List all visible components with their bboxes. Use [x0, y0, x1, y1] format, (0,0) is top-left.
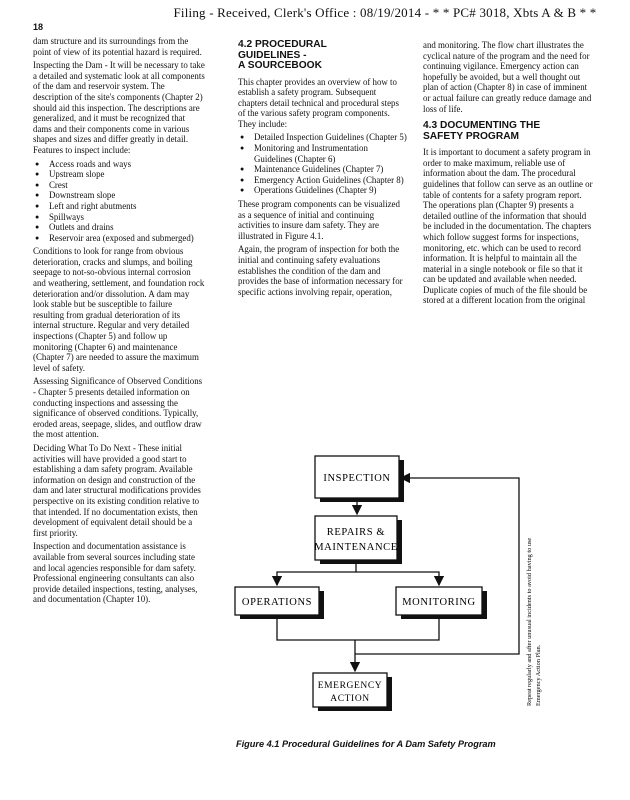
- paragraph: These program components can be visualized as a sequence of initial and continuing activities to insure dam safety. They are illustrated in Figure 4.1.: [238, 199, 400, 241]
- list-item: ● Left and right abutments: [33, 201, 205, 212]
- paragraph: Inspection and documentation assistance is available from several sources including state and local agencies responsible for dam safety. Professional engineering consultants can also provide detailed inspections, testing, analyses, and documentation (Chapter 10).: [33, 541, 198, 605]
- list-item: ● Emergency Action Guidelines (Chapter 8): [238, 175, 408, 186]
- section-heading-4-3: [423, 121, 595, 142]
- features-list: [33, 159, 205, 244]
- column-right: [423, 40, 595, 309]
- flow-diagram: [225, 448, 555, 718]
- list-item: ● Upstream slope: [33, 169, 205, 180]
- repairs-box: [315, 516, 397, 560]
- filing-stamp-header: Filing - Received, Clerk's Office : 08/19/2014 - * * PC# 3018, Xbts A & B * *: [173, 5, 597, 20]
- heading-line: 4.3 DOCUMENTING THE: [423, 120, 541, 132]
- action-label: ACTION: [330, 694, 370, 704]
- section-heading-4-2: [238, 40, 408, 72]
- page-number: 18: [33, 22, 44, 32]
- components-list: [238, 132, 408, 196]
- paragraph: Conditions to look for range from obvious deterioration, cracks and slumps, and boiling seepage to not-so-obvious internal corrosion and weathering, settlement, and foundation rock deterioration and/or dissolution. A dam may look stable but be susceptible to failure resulting from gradual deterioration of its internal structure. Regular and very detailed inspections (Chapter 5) and follow up monitoring (Chapter 6) and maintenance (Chapter 7) are needed to assure the maximum level of safety.: [33, 246, 205, 373]
- paragraph: Deciding What To Do Next - These initial activities will have provided a good start to establishing a dam safety program. Available information on design and construction of the dam and later structural modifications provides perspective on its existing condition relative to that intended. If no documentation exists, then development of equivalent detail should be a first priority.: [33, 442, 201, 538]
- list-item: ● Maintenance Guidelines (Chapter 7): [238, 164, 408, 175]
- list-item: ● Outlets and drains: [33, 222, 205, 233]
- list-item: ● Detailed Inspection Guidelines (Chapter 5): [238, 132, 408, 143]
- maintenance-label: MAINTENANCE: [314, 542, 398, 553]
- repairs-label: REPAIRS &: [326, 527, 386, 538]
- list-item: ● Reservoir area (exposed and submerged): [33, 233, 205, 244]
- column-middle: [238, 40, 408, 300]
- side-note-line2: Emergency Action Plan.: [535, 644, 542, 706]
- side-note-line1: Repeat regularly and after unusual incidents to avoid having to use: [526, 537, 533, 706]
- column-left: [33, 36, 205, 608]
- arrow-feedback-loop: [355, 478, 519, 654]
- paragraph: Assessing Significance of Observed Conditions - Chapter 5 presents detailed information on conducting inspections and assessing the significance of observed conditions. Typically, eroded areas, seepage, slides, and outflow draw the most attention.: [33, 376, 203, 440]
- heading-line: SAFETY PROGRAM: [423, 130, 520, 142]
- paragraph: and monitoring. The flow chart illustrates the cyclical nature of the program and the need for continuing vigilance. Emergency action can hopefully be avoided, but a well thought out plan of action (Chapter 8) in case of imminent or actual failure can greatly reduce damage and loss of life.: [423, 40, 592, 114]
- arrow-repairs-to-monitoring: [356, 572, 439, 585]
- paragraph: dam structure and its surroundings from the point of view of its potential hazard is required.: [33, 36, 202, 57]
- heading-line: A SOURCEBOOK: [238, 60, 322, 71]
- list-item: ● Monitoring and Instrumentation Guidelines (Chapter 6): [238, 143, 408, 164]
- figure-caption: Figure 4.1 Procedural Guidelines for A Dam Safety Program: [236, 739, 496, 749]
- list-item: ● Access roads and ways: [33, 159, 205, 170]
- list-item: ● Downstream slope: [33, 190, 205, 201]
- operations-label: OPERATIONS: [241, 597, 313, 608]
- monitoring-label: MONITORING: [402, 597, 476, 608]
- list-item: ● Spillways: [33, 212, 205, 223]
- heading-line: GUIDELINES -: [238, 49, 307, 61]
- heading-line: 4.2 PROCEDURAL: [238, 39, 327, 50]
- paragraph: This chapter provides an overview of how to establish a safety program. Subsequent chapters detail technical and procedural steps of the various safety program components. They include:: [238, 76, 399, 129]
- list-item: ● Operations Guidelines (Chapter 9): [238, 185, 408, 196]
- paragraph: It is important to document a safety program in order to make maximum, reliable use of information about the dam. The procedural guidelines that follow can serve as an outline or table of contents for a safety program report. The operations plan (Chapter 9) presents a detailed outline of the information that should be included in the documentation. The chapters which follow suggest forms for inspections, monitoring, etc. which can be used to record information. It is helpful to maintain all the material in a single notebook or file so that it can be updated and available when needed. Duplicate copies of much of the file should be stored at a different location from the original: [423, 147, 593, 306]
- paragraph: Again, the program of inspection for both the initial and continuing safety evaluations establishes the condition of the dam and provides the base of information necessary for specific actions involving repair, operation,: [238, 244, 403, 297]
- inspection-label: INSPECTION: [323, 473, 391, 484]
- paragraph: Inspecting the Dam - It will be necessary to take a detailed and systematic look at all components of the dam and reservoir system. The description of the site's components (Chapter 2) should aid this inspection. The descriptions are generalized, and it must be recognized that dams and their components come in various shapes and sizes and differ greatly in detail. Features to inspect include:: [33, 60, 205, 155]
- list-item: ● Crest: [33, 180, 205, 191]
- emergency-label: EMERGENCY: [317, 681, 383, 691]
